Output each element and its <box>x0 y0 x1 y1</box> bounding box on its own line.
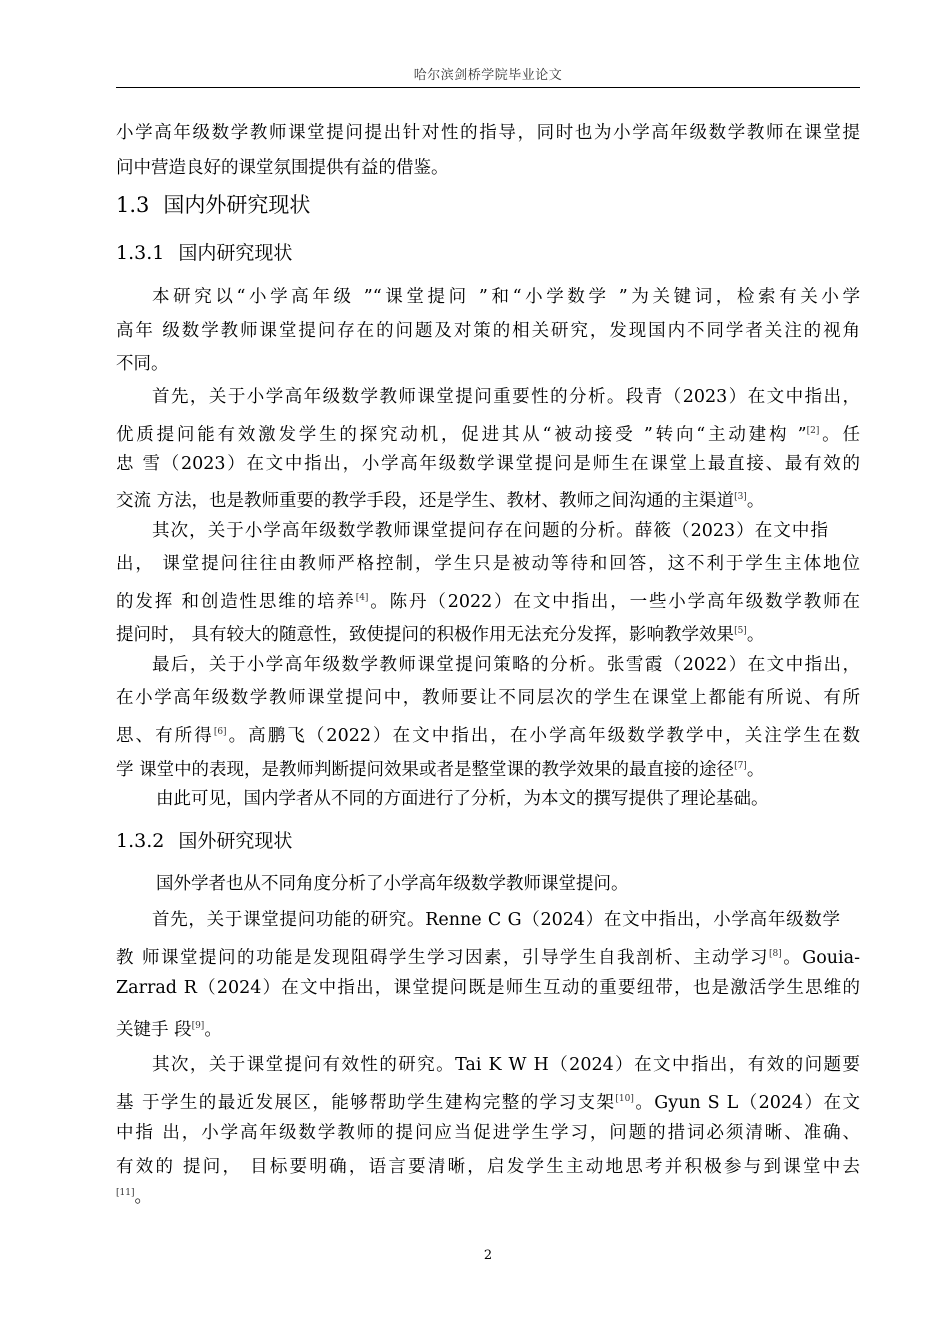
paragraph-5-line-1: 由此可见，国内学者从不同的方面进行了分析，为本文的撰写提供了理论基础。 <box>156 789 769 809</box>
paragraph-4-line-4 <box>116 753 860 779</box>
paragraph-8-line-2 <box>116 1086 860 1112</box>
citation-ref: [8] <box>769 949 782 959</box>
paragraph-7-line-2 <box>116 941 860 967</box>
citation-ref: [2] <box>806 426 820 436</box>
paragraph-2-line-1: 首先，关于小学高年级数学教师课堂提问重要性的分析。段青（2023）在文中指出， <box>152 387 860 407</box>
paragraph-1-line-3: 不同。 <box>116 354 169 374</box>
citation-ref: [9] <box>191 1021 205 1031</box>
section-number: 1.3.2 <box>116 830 165 852</box>
intro-line-1: 小学高年级数学教师课堂提问提出针对性的指导，同时也为小学高年级数学教师在课堂提 <box>116 123 860 143</box>
paragraph-7-line-4 <box>116 1013 860 1039</box>
section-number: 1.3 <box>116 193 150 217</box>
paragraph-1-line-2: 高年 级数学教师课堂提问存在的问题及对策的相关研究，发现国内不同学者关注的视角 <box>116 321 860 341</box>
citation-ref: [11] <box>116 1188 135 1198</box>
citation-ref: [6] <box>213 727 227 737</box>
section-number: 1.3.1 <box>116 242 165 264</box>
text-run: 。任 <box>819 425 860 445</box>
page-header: 哈尔滨剑桥学院毕业论文 <box>413 68 563 83</box>
paragraph-4-line-2: 在小学高年级数学教师课堂提问中，教师要让不同层次的学生在课堂上都能有所说、有所 <box>116 688 860 708</box>
text-run: 提问时， 具有较大的随意性，致使提问的积极作用无法充分发挥，影响教学效果 <box>116 625 735 645</box>
paragraph-3-line-2: 出， 课堂提问往往由教师严格控制，学生只是被动等待和回答，这不利于学生主体地位 <box>116 554 860 574</box>
text-run: 。 <box>746 760 765 780</box>
section-1-3-1-heading <box>116 238 860 268</box>
paragraph-4-line-1: 最后，关于小学高年级数学教师课堂提问策略的分析。张雪霞（2022）在文中指出， <box>152 655 860 675</box>
paragraph-1-line-1: 本研究以“小学高年级 ”“课堂提问 ”和“小学数学 ”为关键词，检索有关小学 <box>152 287 860 307</box>
text-run: 。 <box>746 625 765 645</box>
text-run: 的发挥 和创造性思维的培养 <box>116 592 356 612</box>
text-run: 。Gouia- <box>781 948 860 968</box>
paragraph-4-line-3 <box>116 719 860 745</box>
paragraph-8-line-5 <box>116 1180 860 1206</box>
paragraph-7-line-3: Zarrad R（2024）在文中指出，课堂提问既是师生互动的重要纽带，也是激活学生思维的 <box>116 978 860 998</box>
citation-ref: [3] <box>734 492 747 502</box>
text-run: 基 于学生的最近发展区，能够帮助学生建构完整的学习支架 <box>116 1093 616 1113</box>
text-run: 学 课堂中的表现，是教师判断提问效果或者是整堂课的教学效果的最直接的途径 <box>116 760 735 780</box>
section-1-3-heading <box>116 190 860 220</box>
text-run: 交流 方法，也是教师重要的教学手段，还是学生、教材、教师之间沟通的主渠道 <box>116 491 735 511</box>
text-run: 。高鹏飞（2022）在文中指出，在小学高年级数学教学中，关注学生在数 <box>226 726 860 746</box>
citation-ref: [7] <box>734 761 747 771</box>
section-1-3-2-heading <box>116 826 860 856</box>
paragraph-8-line-3: 中指 出，小学高年级数学教师的提问应当促进学生学习，问题的措词必须清晰、准确、 <box>116 1123 860 1143</box>
text-run: 。陈丹（2022）在文中指出，一些小学高年级数学教师在 <box>368 592 860 612</box>
text-run: 。 <box>134 1187 152 1207</box>
header-rule <box>116 87 860 88</box>
section-title: 国外研究现状 <box>178 830 293 852</box>
text-run: 关键手 段 <box>116 1020 192 1040</box>
section-title: 国内研究现状 <box>178 242 293 264</box>
paragraph-6-line-1: 国外学者也从不同角度分析了小学高年级数学教师课堂提问。 <box>156 874 629 894</box>
text-run: 优质提问能有效激发学生的探究动机，促进其从“被动接受 ”转向“主动建构 ” <box>116 425 807 445</box>
paragraph-8-line-1: 其次，关于课堂提问有效性的研究。Tai K W H（2024）在文中指出，有效的问题要 <box>152 1055 860 1075</box>
paragraph-7-line-1: 首先，关于课堂提问功能的研究。Renne C G（2024）在文中指出，小学高年级数学 <box>152 910 840 930</box>
intro-line-2: 问中营造良好的课堂氛围提供有益的借鉴。 <box>116 158 449 178</box>
citation-ref: [10] <box>615 1094 634 1104</box>
paragraph-3-line-3 <box>116 585 860 611</box>
text-run: 。 <box>204 1020 222 1040</box>
text-run: 思、有所得 <box>116 726 214 746</box>
paragraph-2-line-2 <box>116 418 860 444</box>
paragraph-3-line-1: 其次，关于小学高年级数学教师课堂提问存在问题的分析。薛筱（2023）在文中指 <box>152 521 828 541</box>
section-title: 国内外研究现状 <box>163 193 311 217</box>
paragraph-2-line-4 <box>116 484 860 510</box>
paragraph-2-line-3: 忠 雪（2023）在文中指出，小学高年级数学课堂提问是师生在课堂上最直接、最有效的 <box>116 454 860 474</box>
paragraph-3-line-4 <box>116 618 860 644</box>
citation-ref: [5] <box>734 626 747 636</box>
text-run: 教 师课堂提问的功能是发现阻碍学生学习因素，引导学生自我剖析、主动学习 <box>116 948 770 968</box>
page-number: 2 <box>483 1248 493 1263</box>
citation-ref: [4] <box>355 593 369 603</box>
text-run: 。Gyun S L（2024）在文 <box>633 1093 860 1113</box>
text-run: 。 <box>746 491 765 511</box>
paragraph-8-line-4: 有效的 提问， 目标要明确，语言要清晰，启发学生主动地思考并积极参与到课堂中去 <box>116 1157 860 1177</box>
